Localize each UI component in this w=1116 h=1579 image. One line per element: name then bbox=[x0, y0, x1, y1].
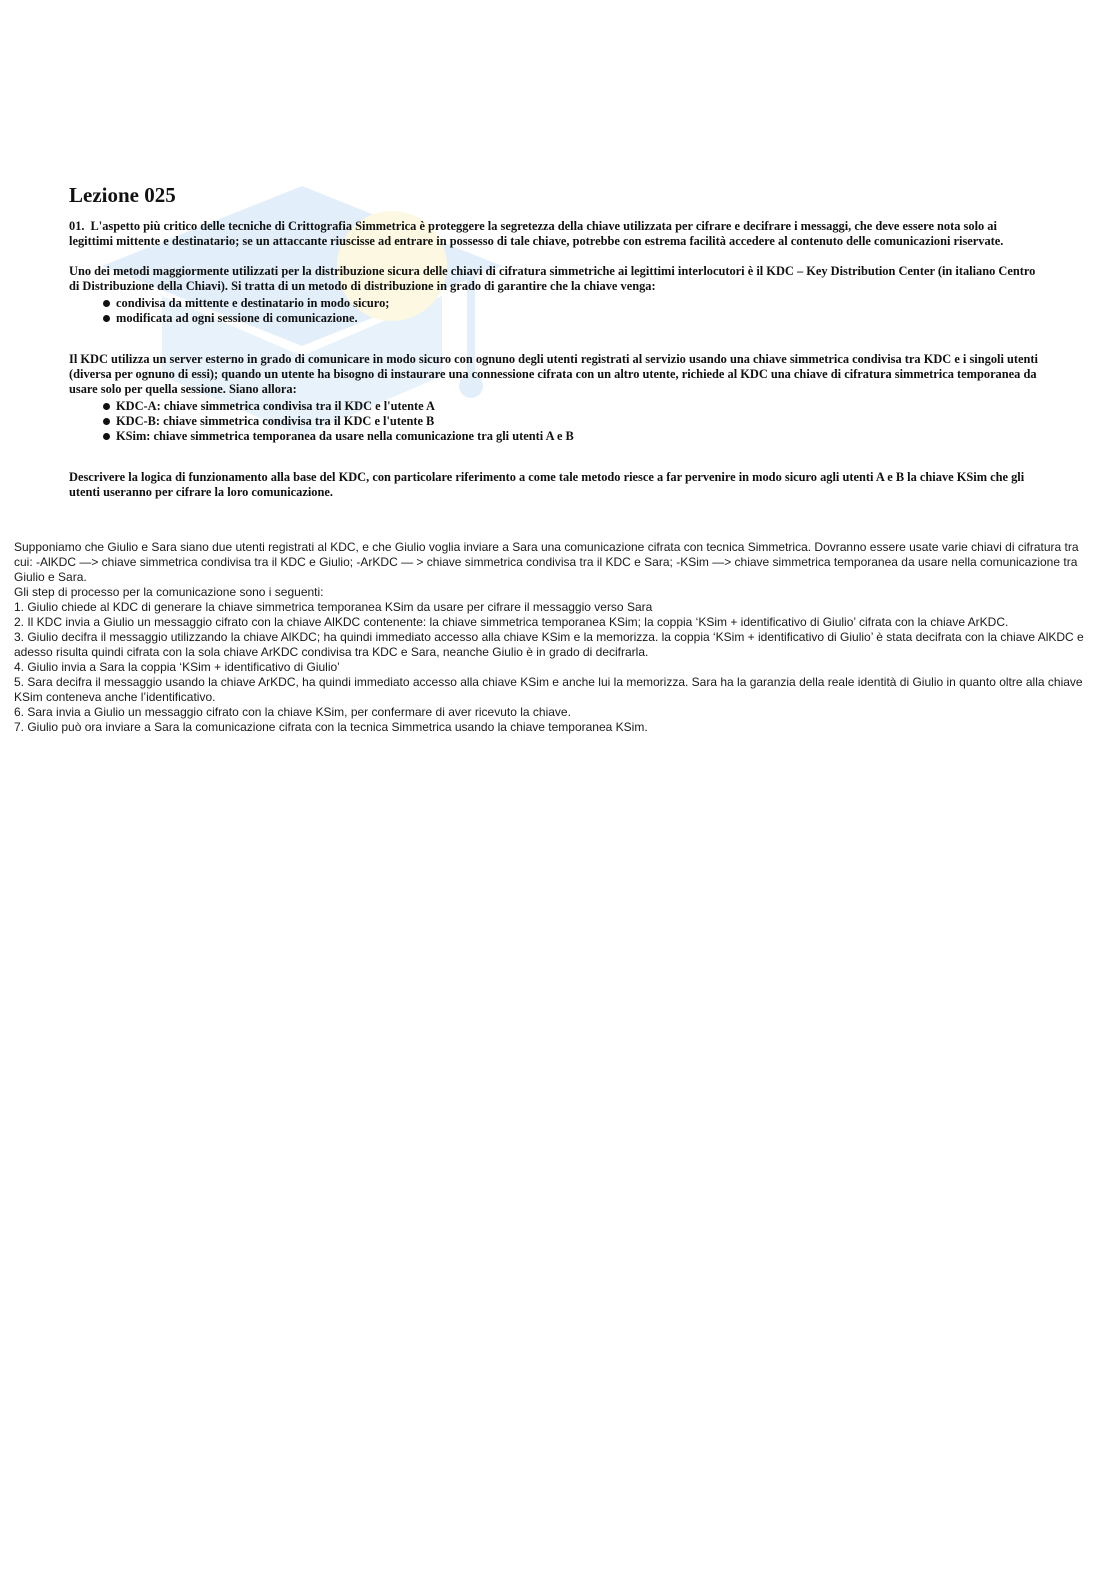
answer-step: 4. Giulio invia a Sara la coppia ‘KSim + identificativo di Giulio’ bbox=[14, 660, 340, 674]
list-item-text: KSim: chiave simmetrica temporanea da usare nella comunicazione tra gli utenti A e B bbox=[116, 429, 574, 443]
answer-step: 1. Giulio chiede al KDC di generare la chiave simmetrica temporanea KSim da usare per cifrare il messaggio verso Sara bbox=[14, 600, 653, 614]
list-item bbox=[103, 399, 1039, 414]
question-paragraph-1 bbox=[69, 219, 1039, 249]
answer-step: 2. Il KDC invia a Giulio un messaggio cifrato con la chiave AlKDC contenente: la chiave simmetrica temporanea KSim; la coppia ‘KSim + identificativo di Giulio’ cifrata con la chiave ArKDC. bbox=[14, 615, 1009, 629]
list-item-text: KDC-A: chiave simmetrica condivisa tra il KDC e l'utente A bbox=[116, 399, 436, 413]
list-item bbox=[103, 311, 1039, 326]
list-item bbox=[103, 296, 1039, 311]
question-text-1: L'aspetto più critico delle tecniche di Crittografia Simmetrica è proteggere la segretezza della chiave utilizzata per cifrare e decifrare i messaggi, che deve essere nota solo ai legittimi mittente e destinatario; se un attaccante riuscisse ad entrare in possesso di tale chiave, potrebbe con estrema facilità accedere al contenuto delle comunicazioni riservate. bbox=[69, 219, 1004, 248]
bullet-icon bbox=[103, 433, 110, 440]
bullet-icon bbox=[103, 403, 110, 410]
bullet-icon bbox=[103, 300, 110, 307]
question-paragraph-4: Descrivere la logica di funzionamento alla base del KDC, con particolare riferimento a come tale metodo riesce a far pervenire in modo sicuro agli utenti A e B la chiave KSim che gli utenti useranno per cifrare la loro comunicazione. bbox=[69, 470, 1025, 499]
bullet-icon bbox=[103, 315, 110, 322]
bullet-list-1 bbox=[69, 296, 1039, 326]
lesson-title: Lezione 025 bbox=[69, 183, 176, 207]
list-item-text: modificata ad ogni sessione di comunicazione. bbox=[116, 311, 358, 325]
answer-block bbox=[14, 540, 1099, 735]
list-item bbox=[103, 429, 1039, 444]
bullet-icon bbox=[103, 418, 110, 425]
question-paragraph-2: Uno dei metodi maggiormente utilizzati per la distribuzione sicura delle chiavi di cifratura simmetriche ai legittimi interlocutori è il KDC – Key Distribution Center (in italiano Centro di Distribuzione della Chiavi). Si tratta di un metodo di distribuzione in grado di garantire che la chiave venga: bbox=[69, 264, 1036, 293]
answer-step: 6. Sara invia a Giulio un messaggio cifrato con la chiave KSim, per confermare di aver ricevuto la chiave. bbox=[14, 705, 571, 719]
answer-intro: Supponiamo che Giulio e Sara siano due utenti registrati al KDC, e che Giulio voglia inviare a Sara una comunicazione cifrata con tecnica Simmetrica. Dovranno essere usate varie chiavi di cifratura tra cui: -AlKDC —> chiave simmetrica condivisa tra il KDC e Giulio; -ArKDC — > chiave simmetrica condivisa tra il KDC e Sara; -KSim —> chiave simmetrica temporanea da usare nella comunicazione tra Giulio e Sara. bbox=[14, 540, 1079, 584]
answer-step: 5. Sara decifra il messaggio usando la chiave ArKDC, ha quindi immediato accesso alla chiave KSim e anche lui la memorizza. Sara ha la garanzia della reale identità di Giulio in quanto oltre alla chiave KSim conteneva anche l’identificativo. bbox=[14, 675, 1083, 704]
answer-step: 3. Giulio decifra il messaggio utilizzando la chiave AlKDC; ha quindi immediato accesso alla chiave KSim e la memorizza. la coppia ‘KSim + identificativo di Giulio’ è stata decifrata con la chiave AlKDC e adesso risulta quindi cifrata con la sola chiave ArKDC condivisa tra KDC e Sara, neanche Giulio è in grado di decifrarla. bbox=[14, 630, 1084, 659]
question-number: 01. bbox=[69, 219, 85, 233]
list-item-text: KDC-B: chiave simmetrica condivisa tra il KDC e l'utente B bbox=[116, 414, 435, 428]
list-item-text: condivisa da mittente e destinatario in modo sicuro; bbox=[116, 296, 390, 310]
list-item bbox=[103, 414, 1039, 429]
question-block bbox=[69, 183, 1039, 515]
answer-step: 7. Giulio può ora inviare a Sara la comunicazione cifrata con la tecnica Simmetrica usando la chiave temporanea KSim. bbox=[14, 720, 648, 734]
question-paragraph-3: Il KDC utilizza un server esterno in grado di comunicare in modo sicuro con ognuno degli utenti registrati al servizio usando una chiave simmetrica condivisa tra KDC e i singoli utenti (diversa per ognuno di essi); quando un utente ha bisogno di instaurare una connessione cifrata con un altro utente, richiede al KDC una chiave di cifratura simmetrica temporanea da usare solo per quella sessione. Siano allora: bbox=[69, 352, 1038, 396]
answer-steps-intro: Gli step di processo per la comunicazione sono i seguenti: bbox=[14, 585, 324, 599]
bullet-list-2 bbox=[69, 399, 1039, 444]
